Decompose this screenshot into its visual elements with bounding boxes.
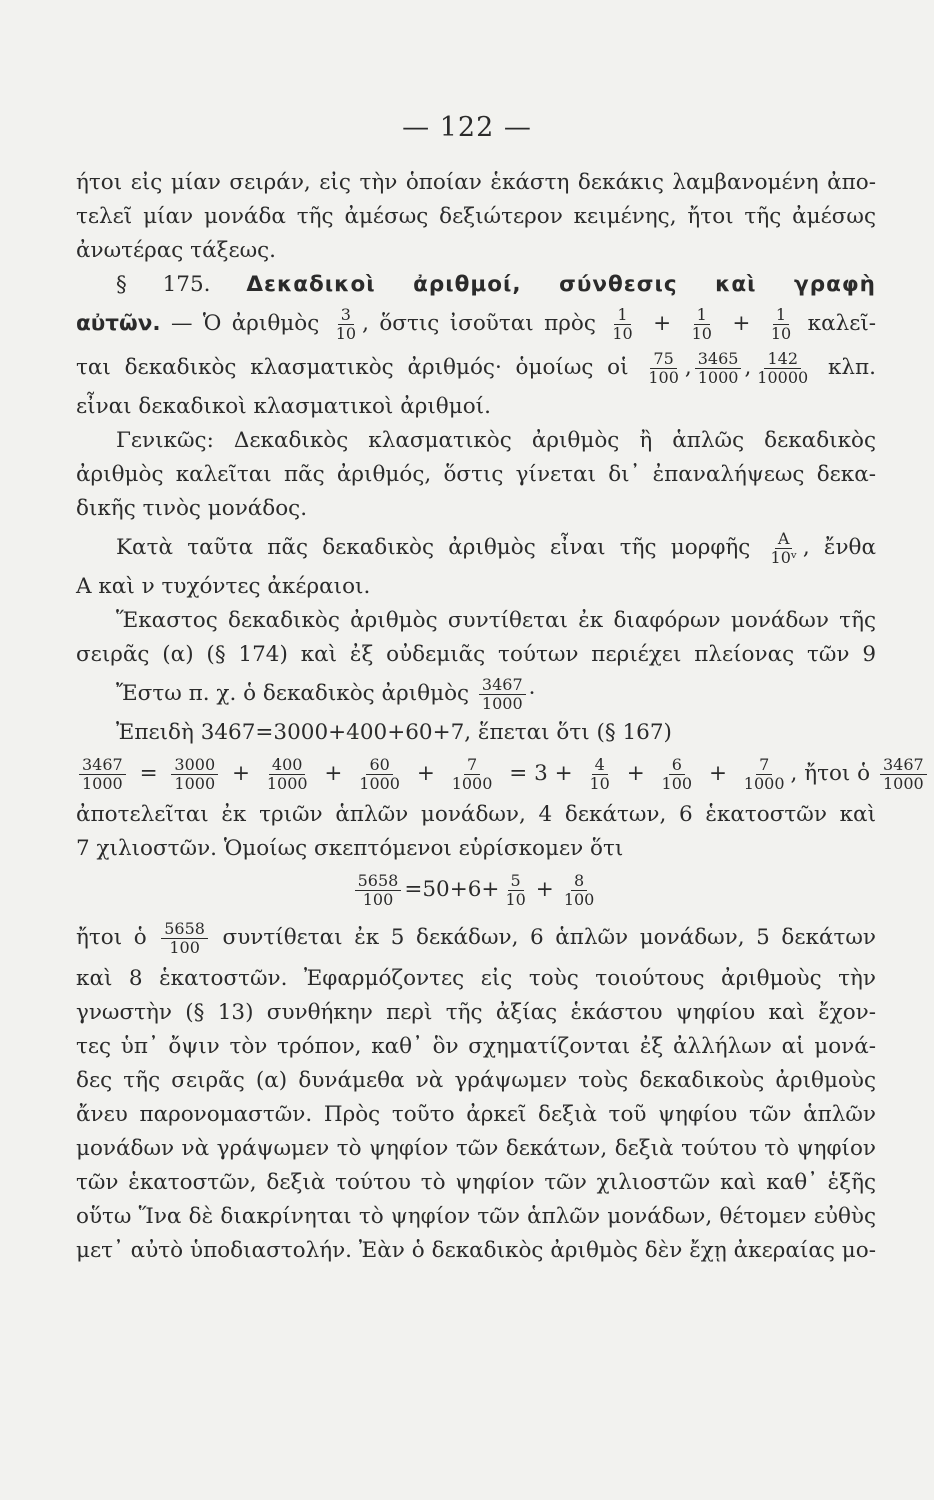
fraction [355,872,402,909]
fraction [561,872,598,909]
text-line: ήτοι εἰς μίαν σειράν, εἰς τὴν ὁποίαν ἑκάστη δεκάκις λαμβανομένη ἀπο- [76,170,876,195]
numerator: 1 [614,306,630,325]
text-line: οὕτω Ἵνα δὲ διακρίνηται τὸ ψηφίον τῶν ἁπλῶν μονάδων, θέτομεν εὐθὺς [76,1204,876,1229]
text-run: ἤτοι ὁ [76,925,147,950]
numerator: 3467 [880,756,927,775]
denominator: 10 [691,323,712,343]
fraction [880,756,927,793]
text-line: μονάδων νὰ γράψωμεν τὸ ψηφίον τῶν δεκάτων, δεξιὰ τούτου τὸ ψηφίον [76,1136,876,1161]
fraction [79,756,126,793]
comma: , [790,761,798,786]
fraction [333,306,359,343]
fraction [502,872,528,909]
dot: · [528,681,536,706]
plus-sign: + [708,761,727,786]
text-run: συντίθεται ἐκ 5 δεκάδων, 6 ἁπλῶν μονάδων, 5 δεκάτων [222,925,876,950]
text-line: Α καὶ ν τυχόντες ἀκέραιοι. [76,574,371,599]
numerator: Α [775,530,793,549]
numerator: 1 [694,306,710,325]
fraction [659,756,696,793]
section-heading [76,268,876,302]
numerator: 3000 [171,756,218,775]
denominator: 100 [648,367,679,387]
fraction [479,676,526,713]
text-line: δες τῆς σειρᾶς (α) δυνάμεθα νὰ γράψωμεν τοὺς δεκαδικοὺς ἀριθμοὺς [76,1068,876,1093]
fraction [741,756,788,793]
denominator: 10 [612,323,633,343]
numerator: 400 [269,756,306,775]
numerator: 3467 [479,676,526,695]
section-number: § 175. [116,272,211,297]
numerator: 4 [592,756,608,775]
denominator: 100 [563,889,595,909]
denominator: 1000 [82,773,123,793]
section-title-cont: αὐτῶν. [76,311,161,336]
text-run: κλπ. [827,355,876,380]
numerator: 3 [338,306,354,325]
text-run: , ὅστις ἰσοῦται πρὸς [362,311,596,336]
text-line: Γενικῶς: Δεκαδικὸς κλασματικὸς ἀριθμὸς ἢ ἁπλῶς δεκαδικὸς [116,428,876,453]
text-run: =50+6+ [404,877,500,902]
denominator: 10 [589,773,610,793]
fraction [586,756,612,793]
section-title: Δεκαδικοὶ ἀριθμοί, σύνθεσις καὶ γραφὴ [246,272,876,297]
numerator: 142 [764,350,801,369]
plus-sign: + [535,877,554,902]
numerator: 5658 [161,920,208,939]
denominator: 1000 [266,773,308,793]
numerator: 7 [756,756,772,775]
text-line [76,914,876,962]
text-run: ἔνθα [823,535,876,560]
fraction [768,306,794,343]
fraction [754,350,811,387]
equals-sign: = [139,761,158,786]
text-line: τες ὑπ᾽ ὄψιν τὸν τρόπον, καθ᾽ ὃν σχηματίζονται ἐξ ἀλλήλων αἱ μονά- [76,1034,876,1059]
equals-three-plus: = 3 + [509,761,573,786]
equation-line [76,750,924,798]
plus-sign: + [416,761,435,786]
text-line: τελεῖ μίαν μονάδα τῆς ἀμέσως δεξιώτερον κειμένης, ἤτοι τῆς ἀμέσως [76,204,876,229]
text-line: καὶ 8 ἑκατοστῶν. Ἐφαρμόζοντες εἰς τοὺς τοιούτους ἀριθμοὺς τὴν [76,966,876,991]
fraction [689,306,715,343]
denominator: 10000 [757,367,809,387]
plus-sign: + [231,761,250,786]
text-line: σειρᾶς (α) (§ 174) καὶ ἐξ οὐδεμιᾶς τούτων περιέχει πλείονας τῶν 9 [76,642,876,667]
numerator: 5658 [355,872,402,891]
denominator: 10 [335,323,357,343]
text-line: ἄνευ παρονομαστῶν. Πρὸς τοῦτο ἀρκεῖ δεξιὰ τοῦ ψηφίου τῶν ἁπλῶν [76,1102,876,1127]
text-line: Ἕκαστος δεκαδικὸς ἀριθμὸς συντίθεται ἐκ διαφόρων μονάδων τῆς [116,608,876,633]
text-run: ται δεκαδικὸς κλασματικὸς ἀριθμός· ὁμοίως οἱ [76,355,629,380]
text-line: 7 χιλιοστῶν. Ὁμοίως σκεπτόμενοι εὑρίσκομεν ὅτι [76,836,624,861]
fraction [609,306,635,343]
text-run: Κατὰ ταῦτα πᾶς δεκαδικὸς ἀριθμὸς εἶναι τῆς μορφῆς [116,535,751,560]
plus-sign: + [626,761,645,786]
fraction [171,756,218,793]
denominator: 1000 [481,693,523,713]
denominator: 100 [169,937,200,957]
fraction [695,350,742,387]
numerator: 1 [773,306,789,325]
plus-sign: + [324,761,343,786]
denominator: 100 [661,773,693,793]
page-body [76,166,924,1268]
text-line: ἀριθμὸς καλεῖται πᾶς ἀριθμός, ὅστις γίνεται δι᾽ ἐπαναλήψεως δεκα- [76,462,876,487]
text-line: τῶν ἑκατοστῶν, δεξιὰ τούτου τὸ ψηφίον τῶν χιλιοστῶν καὶ καθ᾽ ἑξῆς [76,1170,876,1195]
numerator: 5 [508,872,524,891]
equation-line [76,866,876,914]
text-line: ἀνωτέρας τάξεως. [76,238,276,263]
text-line: μετ᾽ αὐτὸ ὑποδιαστολήν. Ἐὰν ὁ δεκαδικὸς ἀριθμὸς δὲν ἔχῃ ἀκεραίας μο- [76,1238,876,1263]
numerator: 7 [464,756,480,775]
text-line: Ἐπειδὴ 3467=3000+400+60+7, ἕπεται ὅτι (§ 167) [116,720,672,745]
denominator: 1000 [697,367,739,387]
denominator: 10 [505,889,526,909]
text-line [76,672,876,716]
comma: , [744,355,752,380]
text-line: δικῆς τινὸς μονάδος. [76,496,308,521]
text-run: — Ὁ ἀριθμὸς [170,311,320,336]
numerator: 8 [571,872,587,891]
denominator: 1000 [882,773,924,793]
denominator: 10ᵛ [770,547,797,567]
text-line: γνωστὴν (§ 13) συνθήκην περὶ τῆς ἀξίας ἑκάστου ψηφίου καὶ ἔχον- [76,1000,876,1025]
plus-sign: + [653,311,672,336]
text-line [76,302,876,346]
numerator: 6 [669,756,685,775]
numerator: 60 [366,756,392,775]
text-line [76,346,876,390]
comma: , [684,355,692,380]
text-run: καλεῖ- [807,311,877,336]
comma: , [802,535,810,560]
numerator: 3467 [79,756,126,775]
fraction [356,756,403,793]
denominator: 100 [362,889,394,909]
numerator: 75 [650,350,676,369]
numerator: 3465 [695,350,742,369]
fraction [645,350,682,387]
denominator: 10 [770,323,792,343]
text-run: ἤτοι ὁ [804,761,871,786]
text-run: Ἔστω π. χ. ὁ δεκαδικὸς ἀριθμὸς [116,681,470,706]
plus-sign: + [732,311,751,336]
denominator: 1000 [174,773,216,793]
denominator: 1000 [743,773,785,793]
denominator: 1000 [359,773,400,793]
text-line [76,526,876,570]
denominator: 1000 [451,773,493,793]
fraction [768,530,800,567]
fraction [449,756,496,793]
text-line: ἀποτελεῖται ἐκ τριῶν ἁπλῶν μονάδων, 4 δεκάτων, 6 ἑκατοστῶν καὶ [76,802,876,827]
fraction [161,920,208,957]
fraction [264,756,311,793]
page-number: — 122 — [402,112,532,143]
text-line: εἶναι δεκαδικοὶ κλασματικοὶ ἀριθμοί. [76,394,491,419]
